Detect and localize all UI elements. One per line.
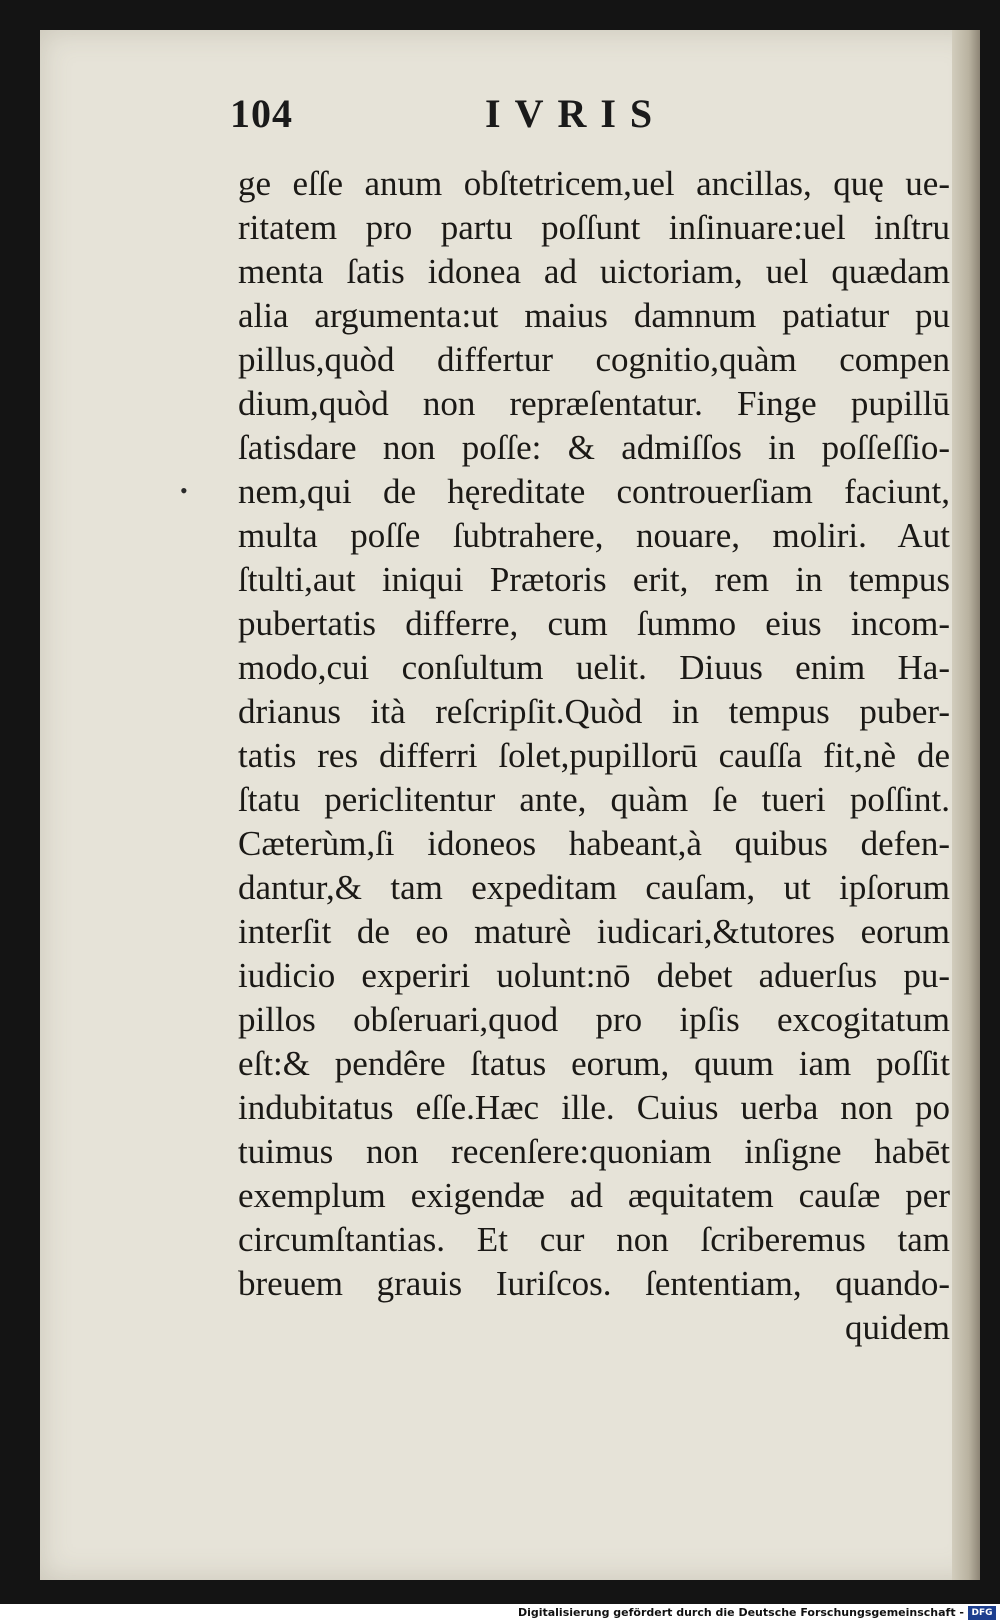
- dfg-logo: DFG: [968, 1606, 996, 1620]
- text-line: Cæterùm,ſi idoneos habeant,à quibus defen-: [238, 824, 950, 863]
- text-line: ſatisdare non poſſe: & admiſſos in poſſeſſio-: [238, 428, 950, 467]
- text-line: drianus ità reſcripſit.Quòd in tempus puber-: [238, 692, 950, 731]
- text-line: circumſtantias. Et cur non ſcriberemus tam: [238, 1220, 950, 1259]
- text-line: eſt:& pendêre ſtatus eorum, quum iam poſſit: [238, 1044, 950, 1083]
- text-line: breuem grauis Iuriſcos. ſententiam, quando-: [238, 1264, 950, 1303]
- text-line: pillos obſeruari,quod pro ipſis excogitatum: [238, 1000, 950, 1039]
- text-line: exemplum exigendæ ad æquitatem cauſæ per: [238, 1176, 950, 1215]
- page-edge: [952, 30, 980, 1580]
- footer-bar: [0, 1604, 1000, 1622]
- text-line: alia argumenta:ut maius damnum patiatur pu: [238, 296, 950, 335]
- funding-credit: Digitalisierung gefördert durch die Deutsche Forschungsgemeinschaft -: [517, 1606, 964, 1619]
- text-line: menta ſatis idonea ad uictoriam, uel quædam: [238, 252, 950, 291]
- catchword: quidem: [845, 1308, 950, 1347]
- running-head: [230, 90, 730, 150]
- text-line: multa poſſe ſubtrahere, nouare, moliri. Aut: [238, 516, 950, 555]
- body-text: [238, 162, 950, 1350]
- text-line: ritatem pro partu poſſunt inſinuare:uel inſtru: [238, 208, 950, 247]
- text-line: ge eſſe anum obſtetricem,uel ancillas, quę ue-: [238, 164, 950, 203]
- text-line: ſtulti,aut iniqui Prætoris erit, rem in tempus: [238, 560, 950, 599]
- text-line: interſit de eo maturè iudicari,&tutores eorum: [238, 912, 950, 951]
- text-line: iudicio experiri uolunt:nō debet aduerſus pu-: [238, 956, 950, 995]
- text-line: modo,cui conſultum uelit. Diuus enim Ha-: [238, 648, 950, 687]
- text-line: pillus,quòd differtur cognitio,quàm compen: [238, 340, 950, 379]
- running-title: IVRIS: [485, 91, 667, 136]
- text-line: dantur,& tam expeditam cauſam, ut ipſorum: [238, 868, 950, 907]
- page-number: 104: [230, 91, 293, 136]
- text-line: nem,qui de hęreditate controuerſiam faciunt,: [238, 472, 950, 511]
- text-line: pubertatis differre, cum ſummo eius incom-: [238, 604, 950, 643]
- text-line: ſtatu periclitentur ante, quàm ſe tueri poſſint.: [238, 780, 950, 819]
- text-line: dium,quòd non repræſentatur. Finge pupillū: [238, 384, 950, 423]
- margin-mark: •: [180, 478, 188, 503]
- text-line: indubitatus eſſe.Hæc ille. Cuius uerba non po: [238, 1088, 950, 1127]
- text-line: tatis res differri ſolet,pupillorū cauſſa fit,nè de: [238, 736, 950, 775]
- text-line: tuimus non recenſere:quoniam inſigne habēt: [238, 1132, 950, 1171]
